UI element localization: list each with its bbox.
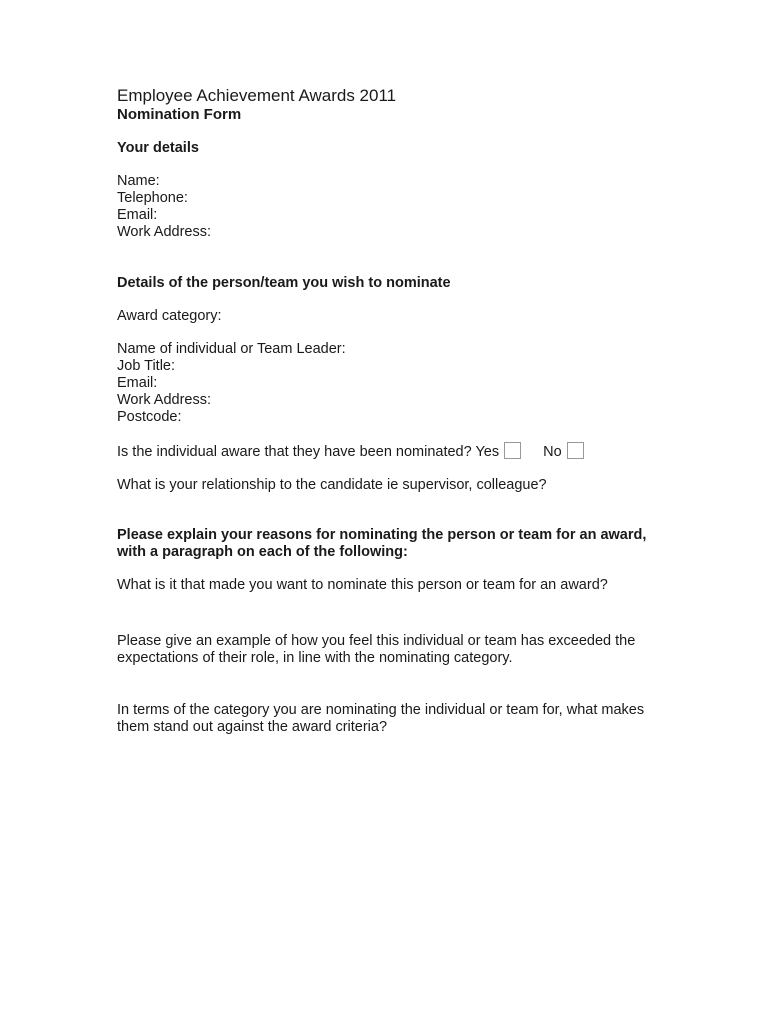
nominee-job-title-label: Job Title:: [117, 358, 176, 374]
your-telephone-label: Telephone:: [117, 190, 188, 206]
reason-question-1: What is it that made you want to nominate this person or team for an award?: [117, 577, 608, 593]
your-name-label: Name:: [117, 173, 160, 189]
form-subtitle: Nomination Form: [117, 106, 242, 123]
no-checkbox[interactable]: [567, 442, 584, 459]
nominee-work-address-label: Work Address:: [117, 392, 212, 408]
your-email-label: Email:: [117, 207, 158, 223]
form-title: Employee Achievement Awards 2011: [117, 86, 397, 105]
aware-question-row: [117, 442, 677, 461]
nominee-postcode-label: Postcode:: [117, 409, 182, 425]
yes-checkbox[interactable]: [504, 442, 521, 459]
no-label: No: [543, 444, 562, 460]
form-content: [117, 86, 677, 736]
relationship-question: What is your relationship to the candidate ie supervisor, colleague?: [117, 477, 547, 493]
your-details-heading: Your details: [117, 140, 199, 156]
award-category-label: Award category:: [117, 308, 222, 324]
your-work-address-label: Work Address:: [117, 224, 212, 240]
nominee-heading: Details of the person/team you wish to nominate: [117, 275, 451, 291]
aware-question-text: Is the individual aware that they have been nominated?: [117, 444, 472, 460]
your-details-fields: [117, 173, 677, 241]
nominee-name-label: Name of individual or Team Leader:: [117, 341, 346, 357]
yes-label: Yes: [475, 444, 500, 460]
reason-question-2: Please give an example of how you feel this individual or team has exceeded the expectations of their role, in line with the nominating category.: [117, 633, 636, 666]
reasons-heading: Please explain your reasons for nominating the person or team for an award, with a paragraph on each of the following:: [117, 527, 647, 560]
reason-question-3: In terms of the category you are nominating the individual or team for, what makes them stand out against the award criteria?: [117, 702, 645, 735]
nominee-fields: [117, 341, 677, 426]
nominee-email-label: Email:: [117, 375, 158, 391]
